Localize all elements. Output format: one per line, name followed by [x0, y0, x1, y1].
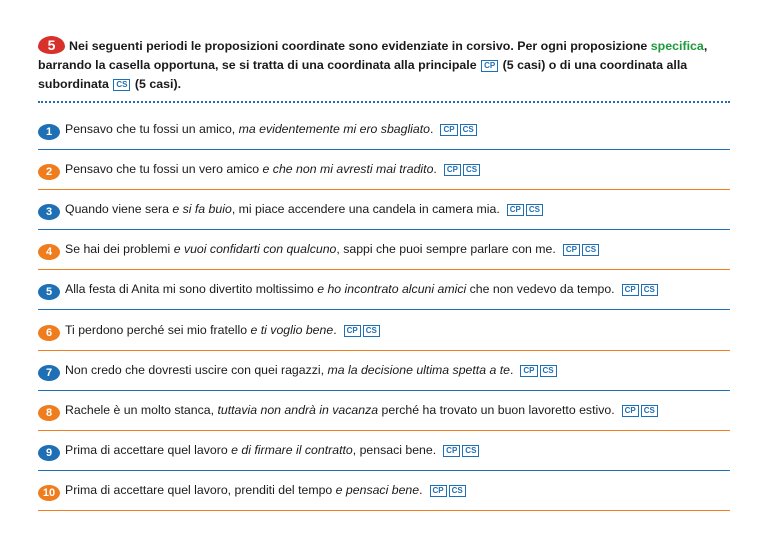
instructions-highlight: specifica	[650, 39, 704, 53]
cs-checkbox[interactable]: CS	[462, 445, 479, 457]
item-number-badge: 2	[38, 164, 60, 180]
cs-checkbox[interactable]: CS	[582, 244, 599, 256]
cs-checkbox[interactable]: CS	[363, 325, 380, 337]
cp-checkbox[interactable]: CP	[622, 405, 639, 417]
cs-checkbox[interactable]: CS	[526, 204, 543, 216]
item-text-end: , mi piace accendere una candela in camera mia.	[231, 202, 500, 217]
item-text-italic: e di firmare il contratto	[231, 442, 353, 457]
item-number-badge: 4	[38, 244, 60, 260]
cp-checkbox[interactable]: CP	[507, 204, 524, 216]
item-text-italic: e vuoi confidarti con qualcuno	[173, 242, 337, 257]
cp-checkbox[interactable]: CP	[443, 445, 460, 457]
exercise-item-3	[38, 190, 730, 230]
item-number-badge: 10	[38, 485, 60, 501]
item-number-badge: 3	[38, 204, 60, 220]
instructions-text-1: Nei seguenti periodi le proposizioni coordinate sono evidenziate in corsivo. Per ogni proposizione	[69, 39, 651, 53]
item-text	[38, 120, 478, 140]
cp-checkbox[interactable]: CP	[344, 325, 361, 337]
item-text-italic: e pensaci bene	[335, 482, 420, 497]
cp-legend-tag: CP	[481, 60, 498, 72]
instructions-text-2: , barrando la casella opportuna, se si tratta di una coordinata alla principale	[38, 39, 708, 72]
item-text-italic: ma la decisione ultima spetta a te	[327, 362, 510, 377]
exercise-item-5	[38, 270, 730, 310]
item-text	[38, 160, 481, 180]
cp-checkbox[interactable]: CP	[520, 365, 537, 377]
exercise-number-badge: 5	[38, 36, 65, 54]
cs-checkbox[interactable]: CS	[449, 485, 466, 497]
cp-checkbox[interactable]: CP	[430, 485, 447, 497]
exercise-item-6	[38, 311, 730, 351]
item-text	[38, 401, 659, 421]
item-text-italic: e che non mi avresti mai tradito	[262, 162, 434, 177]
cp-checkbox[interactable]: CP	[563, 244, 580, 256]
item-text	[38, 481, 467, 501]
exercise-item-8	[38, 391, 730, 431]
cs-checkbox[interactable]: CS	[540, 365, 557, 377]
item-number-badge: 9	[38, 445, 60, 461]
item-text-end: che non vedevo da tempo.	[466, 282, 615, 297]
item-text	[38, 200, 544, 220]
item-text-end: .	[419, 482, 423, 497]
item-text-plain: Quando viene sera	[65, 202, 173, 217]
item-text-italic: e ti voglio bene	[250, 322, 334, 337]
dotted-divider	[38, 101, 730, 103]
item-text	[38, 321, 381, 341]
item-text-italic: ma evidentemente mi ero sbagliato	[238, 122, 431, 136]
cp-checkbox[interactable]: CP	[444, 164, 461, 176]
item-text-plain: Pensavo che tu fossi un vero amico	[65, 162, 263, 177]
instructions-text-4: (5 casi).	[131, 77, 182, 91]
exercise-item-10	[38, 471, 730, 511]
item-text	[38, 441, 480, 461]
item-text	[38, 240, 600, 260]
cp-checkbox[interactable]: CP	[440, 124, 457, 136]
item-text-plain: Non credo che dovresti uscire con quei ragazzi,	[65, 362, 328, 377]
item-text	[38, 361, 558, 381]
item-number-badge: 7	[38, 365, 60, 381]
item-text-end: , pensaci bene.	[352, 442, 437, 457]
exercise-item-2	[38, 150, 730, 190]
item-text-plain: Prima di accettare quel lavoro	[65, 442, 232, 457]
item-text-italic: tuttavia non andrà in vacanza	[217, 402, 379, 417]
item-text-end: .	[430, 122, 434, 136]
item-text-end: .	[433, 162, 437, 177]
item-number-badge: 1	[38, 124, 60, 140]
exercise-item-9	[38, 431, 730, 471]
item-text-end: perché ha trovato un buon lavoretto estivo.	[378, 402, 615, 417]
item-text-plain: Alla festa di Anita mi sono divertito moltissimo	[65, 282, 318, 297]
item-number-badge: 6	[38, 325, 60, 341]
item-text-end: .	[509, 362, 514, 377]
item-divider	[38, 510, 730, 511]
item-text-plain: Se hai dei problemi	[65, 242, 174, 257]
exercise-item-4	[38, 230, 730, 270]
item-text-end: .	[333, 322, 337, 337]
item-number-badge: 5	[38, 284, 60, 300]
cs-legend-tag: CS	[113, 79, 130, 91]
item-text	[38, 280, 659, 300]
item-text-italic: e ho incontrato alcuni amici	[317, 282, 467, 297]
cs-checkbox[interactable]: CS	[463, 164, 480, 176]
exercise-item-1	[38, 110, 730, 150]
cs-checkbox[interactable]: CS	[641, 284, 658, 296]
exercise-instructions	[38, 36, 738, 94]
item-text-plain: Pensavo che tu fossi un amico,	[65, 122, 239, 136]
item-number-badge: 8	[38, 405, 60, 421]
cs-checkbox[interactable]: CS	[641, 405, 658, 417]
cp-checkbox[interactable]: CP	[622, 284, 639, 296]
exercise-item-7	[38, 351, 730, 391]
item-text-end: , sappi che puoi sempre parlare con me.	[336, 242, 556, 257]
cs-checkbox[interactable]: CS	[460, 124, 477, 136]
item-text-plain: Prima di accettare quel lavoro, prenditi del tempo	[65, 482, 336, 497]
instructions-text-3: (5 casi) o di una coordinata alla subordinata	[38, 58, 688, 91]
item-text-italic: e si fa buio	[172, 202, 232, 217]
item-text-plain: Ti perdono perché sei mio fratello	[65, 322, 251, 337]
item-text-plain: Rachele è un molto stanca,	[65, 402, 218, 417]
